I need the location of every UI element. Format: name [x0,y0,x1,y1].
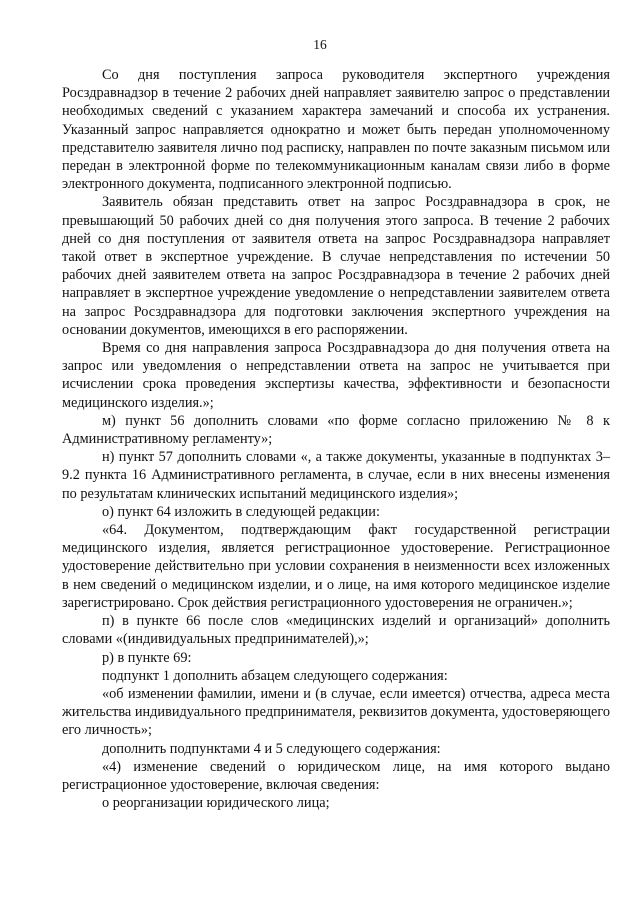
paragraph: р) в пункте 69: [102,649,192,666]
page-number: 16 [313,37,327,52]
paragraph: о реорганизации юридического лица; [102,795,330,812]
paragraph: о) пункт 64 изложить в следующей редакции: [102,503,380,520]
paragraph: Со дня поступления запроса руководителя экспертного учреждения Росздравнадзор в течение 2 рабочих дней направляет заявителю запрос о представлении необходимых сведений с указанием характера замечаний и способа их устранения. Указанный запрос направляется однократно и может быть передан уполномоченному представителю заявителя лично под расписку, направлен по почте заказным письмом или передан в электронной форме по телекоммуникационным каналам связи либо в форме электронного документа, подписанного электронной подписью. [62,67,610,193]
paragraph: дополнить подпунктами 4 и 5 следующего содержания: [102,740,441,757]
paragraph: п) в пункте 66 после слов «медицинских изделий и организаций» дополнить словами «(индивидуальных предпринимателей),»; [62,613,610,648]
paragraph: Заявитель обязан представить ответ на запрос Росздравнадзора в срок, не превышающий 50 рабочих дней со дня получения этого запроса. В течение 2 рабочих дней со дня поступления от заявителя ответа на запрос Росздравнадзора направляет такой ответ в экспертное учреждение. В случае непредставления по истечении 50 рабочих дней заявителем ответа на запрос Росздравнадзора в течение 2 рабочих дней направляет в экспертное учреждение уведомление о непредставлении заявителем ответа на запрос Росздравнадзора для подготовки заключения экспертного учреждения на основании документов, имеющихся в его распоряжении. [62,194,610,338]
paragraph: м) пункт 56 дополнить словами «по форме согласно приложению № 8 к Административному регламенту»; [62,412,610,448]
paragraph: «об изменении фамилии, имени и (в случае, если имеется) отчества, адреса места жительства индивидуального предпринимателя, реквизитов документа, удостоверяющего его личность»; [62,685,610,739]
paragraph: подпункт 1 дополнить абзацем следующего содержания: [102,667,448,684]
document-body [62,66,610,812]
paragraph: н) пункт 57 дополнить словами «, а также документы, указанные в подпунктах 3–9.2 пункта 16 Административного регламента, в случае, если в них внесены изменения по результатам клинических испытаний медицинского изделия»; [62,449,610,502]
paragraph: Время со дня направления запроса Росздравнадзора до дня получения ответа на запрос или уведомления о непредставлении ответа на запрос не учитывается при исчислении срока проведения экспертизы качества, эффективности и безопасности медицинского изделия.»; [62,340,610,411]
paragraph: «64. Документом, подтверждающим факт государственной регистрации медицинского изделия, является регистрационное удостоверение. Регистрационное удостоверение действительно при условии сохранения в неизменности всех изложенных в нем сведений о медицинском изделии, и о лице, на имя которого медицинское изделие зарегистрировано. Срок действия регистрационного удостоверения не ограничен.»; [62,522,610,611]
paragraph: «4) изменение сведений о юридическом лице, на имя которого выдано регистрационное удостоверение, включая сведения: [62,758,610,793]
